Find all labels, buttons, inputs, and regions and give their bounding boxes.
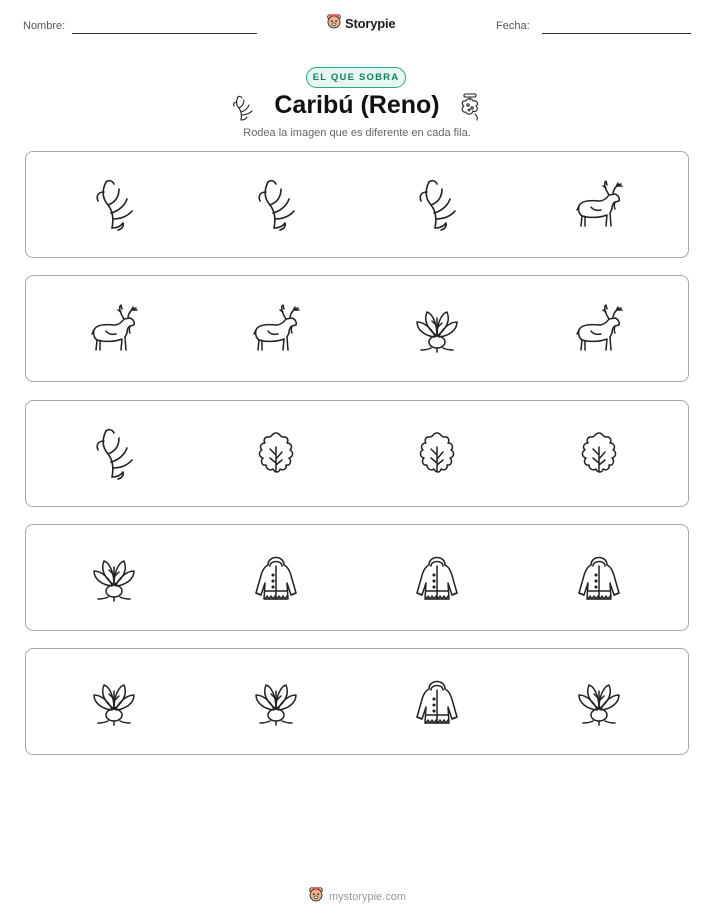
lichen-icon[interactable] bbox=[248, 425, 304, 481]
instructions-text: Rodea la imagen que es diferente en cada fila. bbox=[243, 127, 471, 139]
footer-site: mystorypie.com bbox=[328, 890, 407, 903]
moose-icon[interactable] bbox=[571, 176, 627, 232]
exercise-row bbox=[25, 151, 689, 258]
category-badge: EL QUE SOBRA bbox=[306, 67, 406, 88]
moose-icon[interactable] bbox=[571, 300, 627, 356]
plant-icon[interactable] bbox=[248, 673, 304, 729]
antler-icon[interactable] bbox=[86, 176, 142, 232]
moose-icon[interactable] bbox=[248, 300, 304, 356]
parka-icon[interactable] bbox=[248, 549, 304, 605]
name-label: Nombre: bbox=[23, 20, 66, 32]
plant-icon[interactable] bbox=[409, 300, 465, 356]
exercise-row bbox=[25, 648, 689, 755]
date-line bbox=[542, 33, 691, 34]
parka-icon[interactable] bbox=[409, 673, 465, 729]
antler-icon[interactable] bbox=[409, 176, 465, 232]
bear-mascot-icon bbox=[326, 13, 342, 34]
parka-icon[interactable] bbox=[571, 549, 627, 605]
brand-name: Storypie bbox=[345, 16, 396, 31]
footer bbox=[0, 886, 714, 907]
lichen-icon[interactable] bbox=[409, 425, 465, 481]
exercise-row bbox=[25, 275, 689, 382]
antler-icon[interactable] bbox=[248, 176, 304, 232]
antler-icon[interactable] bbox=[86, 425, 142, 481]
page-title: Caribú (Reno) bbox=[274, 91, 440, 119]
lichen-icon[interactable] bbox=[571, 425, 627, 481]
brand-logo bbox=[326, 13, 395, 34]
exercise-row bbox=[25, 524, 689, 631]
name-line bbox=[72, 33, 257, 34]
moss-icon bbox=[458, 92, 482, 127]
exercise-row bbox=[25, 400, 689, 507]
plant-icon[interactable] bbox=[86, 673, 142, 729]
plant-icon[interactable] bbox=[571, 673, 627, 729]
plant-icon[interactable] bbox=[86, 549, 142, 605]
date-label: Fecha: bbox=[496, 20, 530, 32]
bear-mascot-icon bbox=[308, 886, 324, 907]
moose-icon[interactable] bbox=[86, 300, 142, 356]
parka-icon[interactable] bbox=[409, 549, 465, 605]
